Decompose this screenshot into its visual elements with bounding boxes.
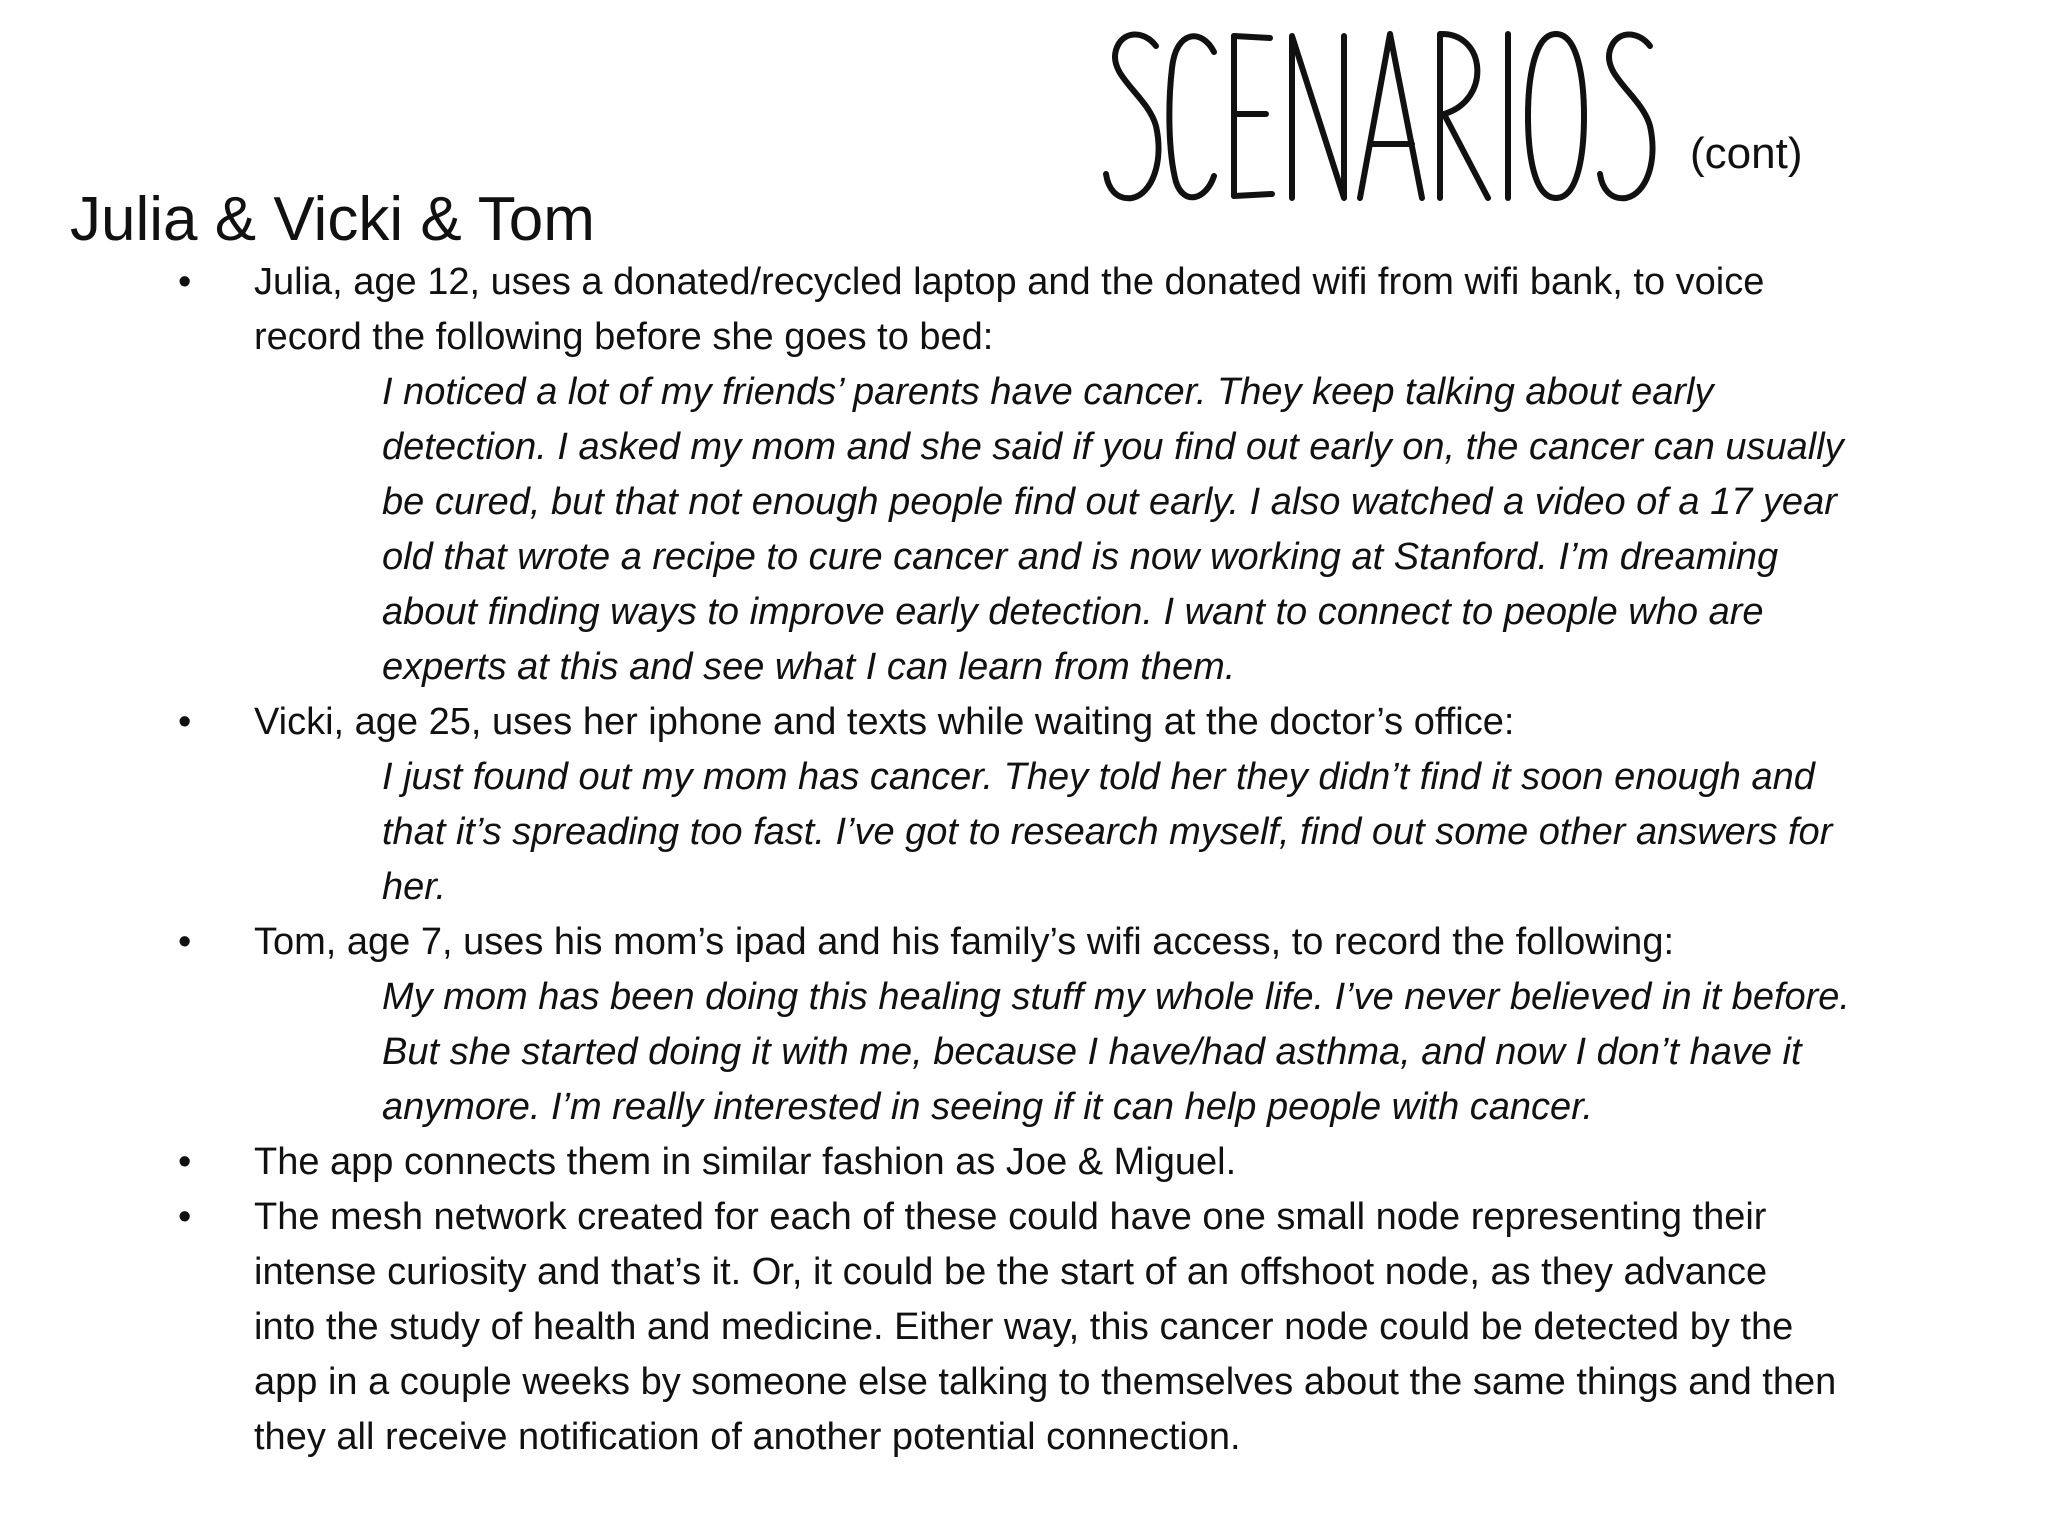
scenario-bullet-julia: [0, 255, 2048, 695]
quote-line: detection. I asked my mom and she said if you find out early on, the cancer can usually: [382, 426, 1844, 468]
quote-line: I just found out my mom has cancer. They told her they didn’t find it soon enough and: [382, 756, 1815, 798]
scenario-bullet-app: [0, 1135, 2048, 1190]
logo-suffix: (cont): [1690, 129, 1803, 178]
bullet-text-line: Tom, age 7, uses his mom’s ipad and his family’s wifi access, to record the following:: [254, 921, 1675, 963]
bullet-marker: •: [178, 1196, 192, 1238]
scenario-bullet-vicki: [0, 695, 2048, 915]
julia-quote: [382, 365, 2048, 695]
vicki-quote: [382, 750, 2048, 915]
quote-line: about finding ways to improve early detection. I want to connect to people who are: [382, 591, 1764, 633]
bullet-text-line: record the following before she goes to bed:: [254, 316, 994, 358]
quote-line: My mom has been doing this healing stuff my whole life. I’ve never believed in it before.: [382, 976, 1850, 1018]
bullet-text-line: Julia, age 12, uses a donated/recycled laptop and the donated wifi from wifi bank, to voice: [254, 261, 1765, 303]
bullet-marker: •: [178, 701, 192, 743]
quote-line: anymore. I’m really interested in seeing if it can help people with cancer.: [382, 1086, 1593, 1128]
bullet-text-line: The app connects them in similar fashion as Joe & Miguel.: [254, 1141, 1237, 1183]
quote-line: I noticed a lot of my friends’ parents have cancer. They keep talking about early: [382, 371, 1714, 413]
bullet-text-line: Vicki, age 25, uses her iphone and texts while waiting at the doctor’s office:: [254, 701, 1515, 743]
quote-line: be cured, but that not enough people find out early. I also watched a video of a 17 year: [382, 481, 1837, 523]
bullet-text-line: The mesh network created for each of these could have one small node representing their: [254, 1196, 1767, 1238]
bullet-text-line: intense curiosity and that’s it. Or, it could be the start of an offshoot node, as they advance: [254, 1251, 1768, 1293]
scenario-bullet-list: [0, 255, 2048, 1465]
quote-line: experts at this and see what I can learn from them.: [382, 646, 1236, 688]
tom-quote: [382, 970, 2048, 1135]
bullet-marker: •: [178, 261, 192, 303]
quote-line: that it’s spreading too fast. I’ve got to research myself, find out some other answers for: [382, 811, 1833, 853]
quote-line: old that wrote a recipe to cure cancer and is now working at Stanford. I’m dreaming: [382, 536, 1779, 578]
scenario-bullet-tom: [0, 915, 2048, 1135]
bullet-text-line: app in a couple weeks by someone else talking to themselves about the same things and then: [254, 1361, 1837, 1403]
scenarios-logo: [1098, 22, 1666, 208]
scenario-bullet-mesh-network: [0, 1190, 2048, 1465]
quote-line: her.: [382, 866, 447, 908]
bullet-text-line: they all receive notification of another potential connection.: [254, 1416, 1241, 1458]
bullet-text-line: into the study of health and medicine. Either way, this cancer node could be detected by the: [254, 1306, 1794, 1348]
bullet-marker: •: [178, 1141, 192, 1183]
quote-line: But she started doing it with me, because I have/had asthma, and now I don’t have it: [382, 1031, 1802, 1073]
slide-title: Julia & Vicki & Tom: [70, 185, 595, 254]
bullet-marker: •: [178, 921, 192, 963]
